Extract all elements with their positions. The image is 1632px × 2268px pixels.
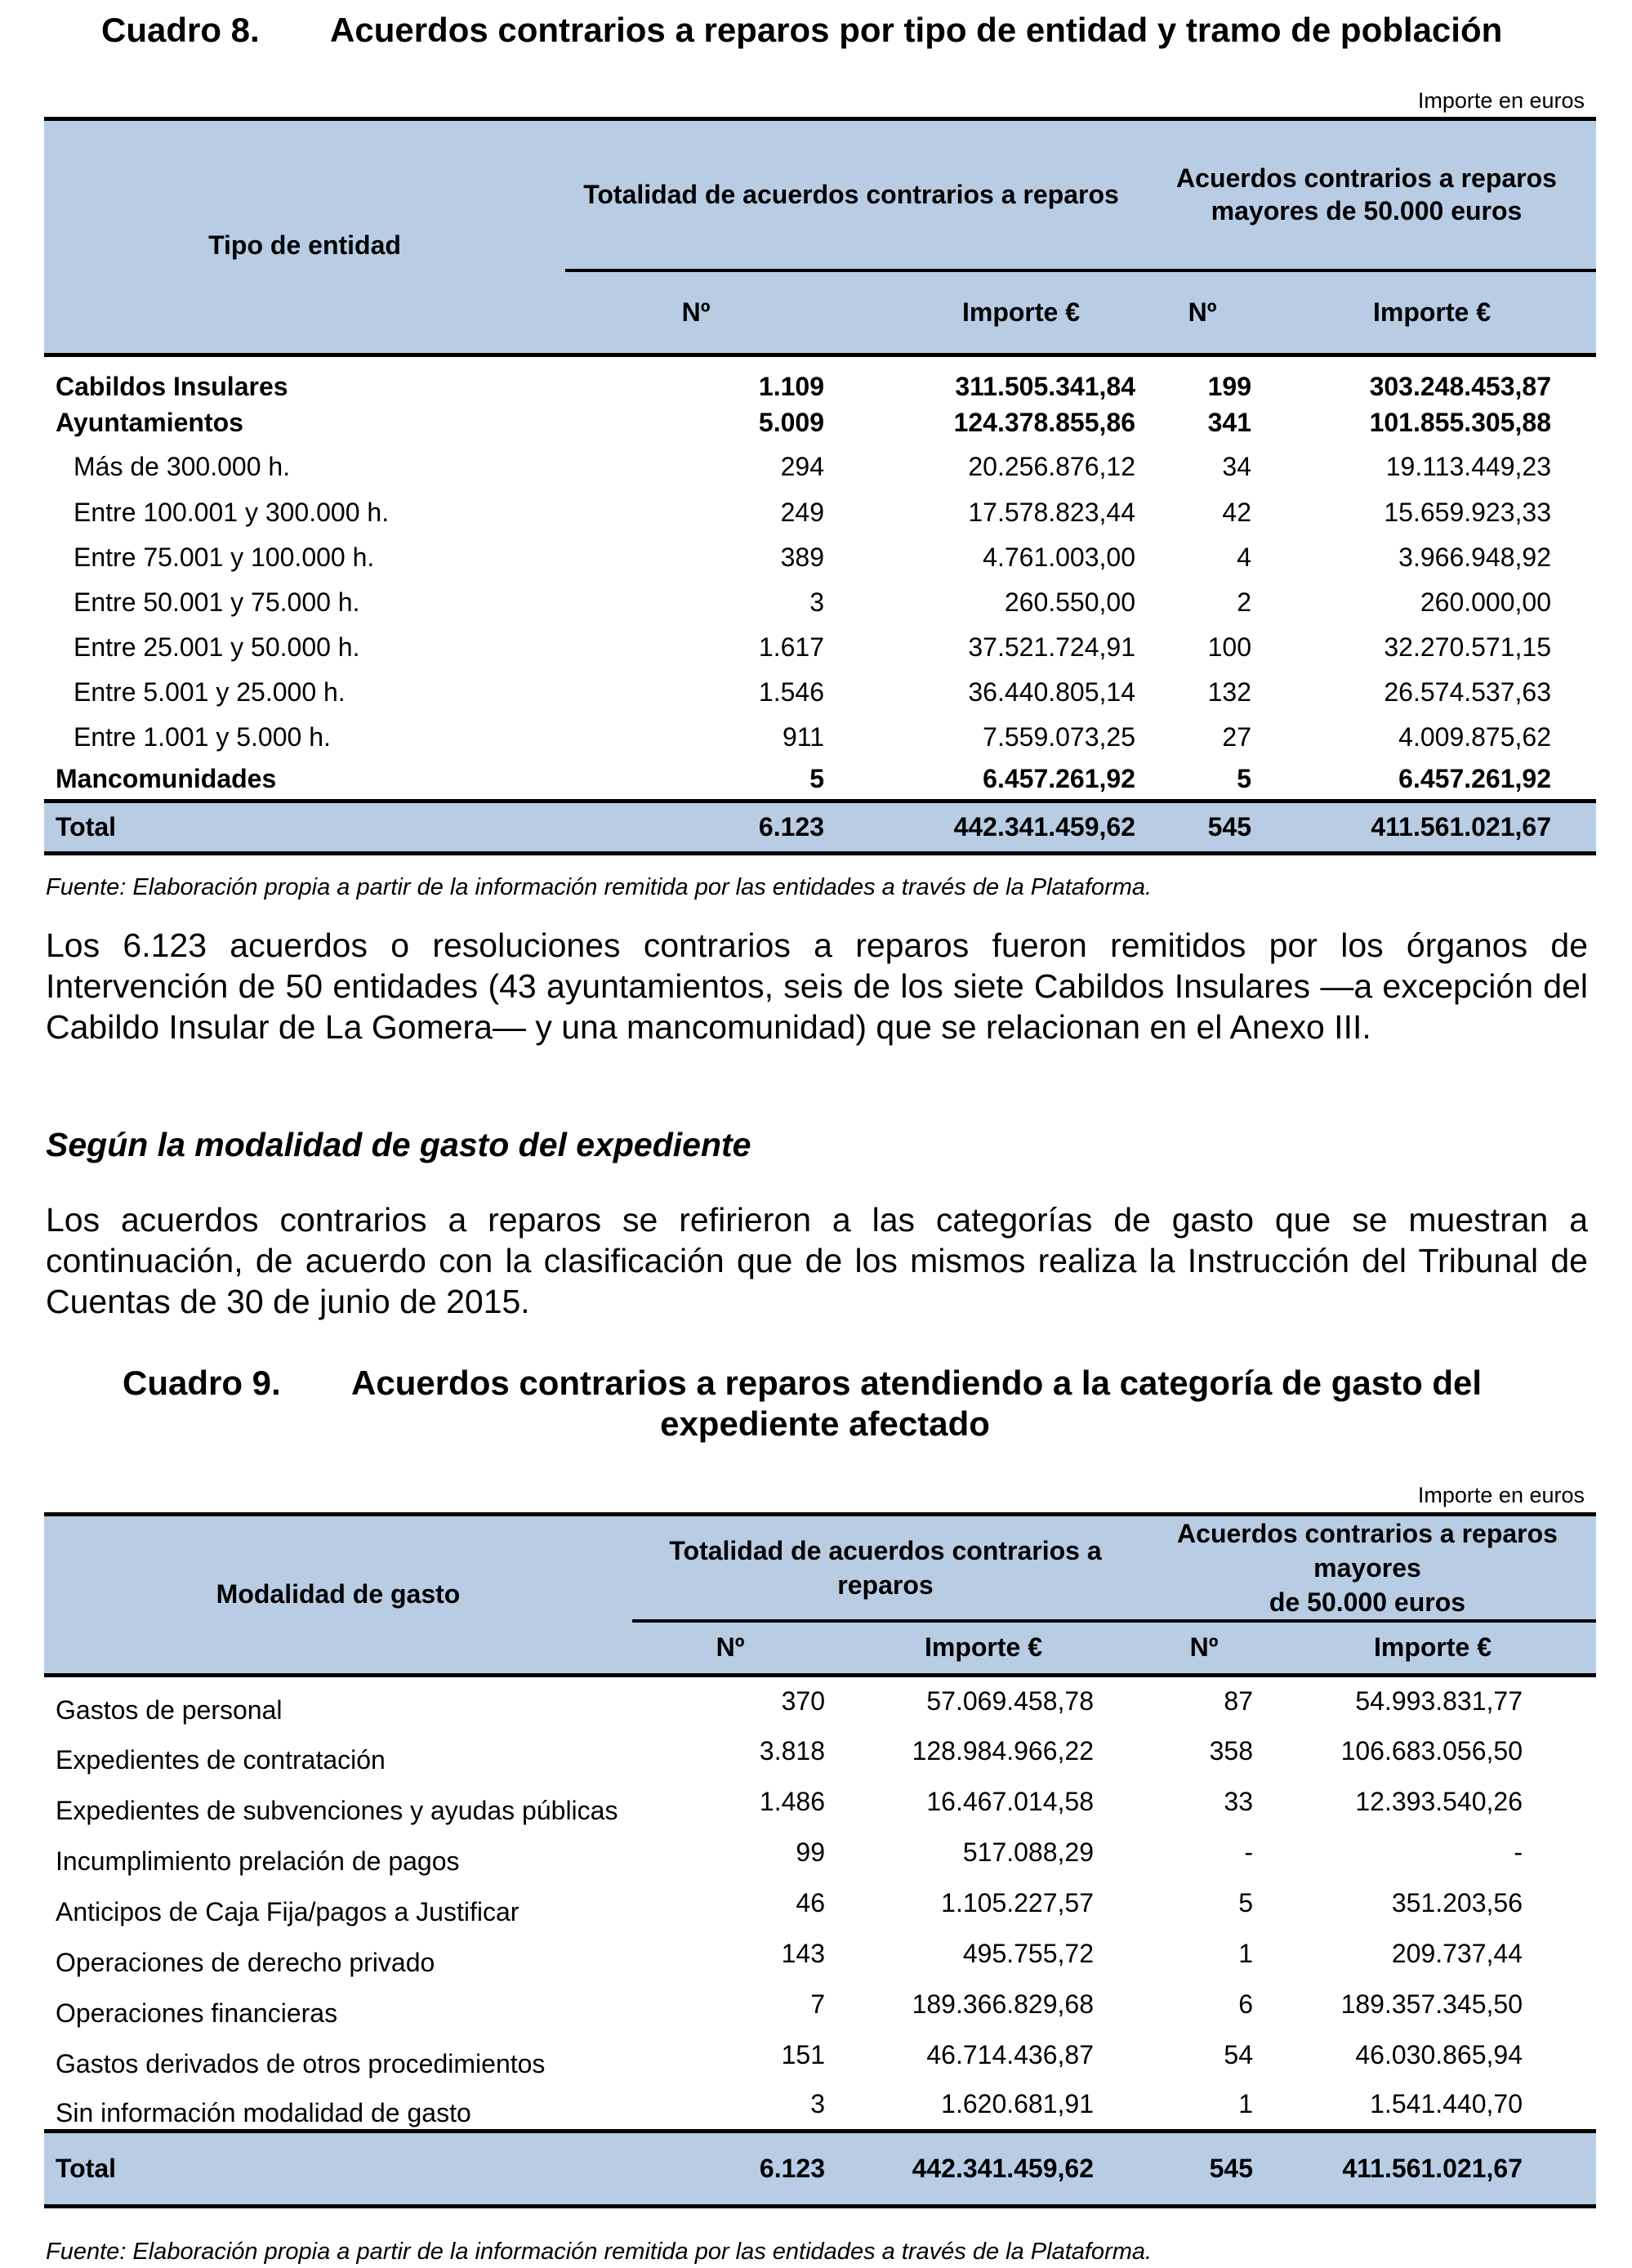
table-row [44,670,1596,715]
cell-label: Expedientes de contratación [56,1744,386,1775]
table-row [44,2029,1596,2080]
cell-label: Operaciones financieras [56,1998,338,2028]
table-row [44,355,1596,403]
cell-imp2: 189.357.345,50 [1340,1989,1523,2019]
cuadro-8-heading: Acuerdos contrarios a reparos por tipo de entidad y tramo de población [330,11,1503,49]
cell-n1: 911 [782,722,824,752]
cell-n2: 34 [1222,451,1251,481]
cell-imp2: 26.574.537,63 [1384,677,1551,707]
total-label: Total [44,801,565,853]
cell-imp2: 260.000,00 [1420,587,1551,617]
cell-imp2: 351.203,56 [1391,1887,1523,1918]
col-header-totalidad-9 [632,1515,1139,1622]
cuadro-9-table [44,1512,1596,2208]
cell-n1: 294 [780,451,824,481]
cell-n2: 87 [1224,1685,1253,1716]
table-row [44,1979,1596,2029]
total-label-9: Total [44,2131,632,2206]
table-row [44,1827,1596,1877]
cell-n2: - [1244,1837,1253,1867]
table-row [44,1776,1596,1827]
cell-imp2: 4.009.875,62 [1398,722,1551,752]
col-header-modalidad: Modalidad de gasto [216,1579,461,1609]
table-row [44,1726,1596,1776]
cell-label: Anticipos de Caja Fija/pagos a Justificar [56,1896,519,1926]
cuadro-8-label: Cuadro 8. [101,11,260,49]
total-importe2: 411.561.021,67 [1268,801,1596,853]
table-row [44,760,1596,801]
cell-n2: 27 [1222,722,1251,752]
cell-label: Expedientes de subvenciones y ayudas públicas [56,1795,618,1825]
table-row [44,715,1596,760]
cell-label: Gastos de personal [56,1694,283,1725]
cell-n1: 3 [810,2089,825,2119]
total-importe2-9: 411.561.021,67 [1269,2131,1596,2206]
table-row [44,443,1596,490]
cell-imp1: 46.714.436,87 [926,2039,1094,2069]
cell-n2: 42 [1222,498,1251,527]
cell-label: Entre 75.001 y 100.000 h. [74,542,375,572]
section-subheading: Según la modalidad de gasto del expediente [46,1126,751,1163]
cell-imp2: 19.113.449,23 [1385,451,1551,481]
cell-imp2: 6.457.261,92 [1398,764,1551,794]
col-header-mayores-9-line1: Acuerdos contrarios a reparos mayores [1177,1519,1558,1583]
col-header-n1: Nº [681,297,711,327]
cell-n1: 5.009 [758,407,824,437]
paragraph-2: Los acuerdos contrarios a reparos se refirieron a las categorías de gasto que se muestran a continuación, de acuerdo con la clasificación que de los mismos realiza la Instrucción del Tribunal de Cuentas de 30 de junio de 2015. [46,1201,1588,1320]
cell-label: Entre 1.001 y 5.000 h. [74,722,331,752]
col-header-totalidad-9-line1: Totalidad de acuerdos contrarios a [669,1536,1102,1565]
table-row [44,402,1596,443]
cell-imp1: 20.256.876,12 [968,451,1135,481]
cell-imp1: 128.984.966,22 [912,1735,1094,1766]
table-row [44,1928,1596,1979]
cell-imp2: - [1514,1837,1523,1867]
cell-imp1: 6.457.261,92 [983,764,1135,794]
cell-imp2: 1.541.440,70 [1370,2089,1523,2119]
cell-imp1: 4.761.003,00 [983,542,1135,572]
cell-n2: 5 [1238,1887,1253,1918]
cell-n2: 1 [1238,2089,1253,2119]
cell-n2: 54 [1224,2039,1253,2069]
cell-n2: 4 [1237,542,1251,572]
cell-imp1: 124.378.855,86 [953,407,1135,437]
cell-imp1: 57.069.458,78 [926,1685,1094,1716]
cell-imp1: 7.559.073,25 [983,722,1135,752]
col-header-importe2: Importe € [1372,297,1492,327]
cell-n2: 5 [1237,764,1251,794]
cell-imp1: 16.467.014,58 [926,1786,1094,1816]
cuadro-9-source: Fuente: Elaboración propia a partir de la información remitida por las entidades a través de la Plataforma. [46,2239,1153,2265]
cell-label: Entre 50.001 y 75.000 h. [74,587,360,617]
cell-n1: 1.486 [759,1786,825,1816]
col-header-n2: Nº [1188,297,1217,327]
cell-imp1: 311.505.341,84 [955,372,1135,401]
cell-label: Gastos derivados de otros procedimientos [56,2048,546,2078]
cell-imp1: 189.366.829,68 [912,1989,1094,2019]
table-row [44,1675,1596,1726]
cell-imp2: 32.270.571,15 [1384,632,1551,662]
cell-n1: 389 [780,542,824,572]
cell-imp2: 54.993.831,77 [1355,1685,1523,1716]
cell-label: Más de 300.000 h. [74,451,291,481]
table-row [44,625,1596,670]
cell-imp1: 260.550,00 [1004,587,1135,617]
cell-n1: 1.109 [758,372,824,401]
cell-imp2: 46.030.865,94 [1355,2039,1523,2069]
col-header-importe2-9: Importe € [1373,1632,1492,1663]
cell-n2: 341 [1207,407,1251,437]
cuadro-9-title [123,1363,1527,1444]
total-n1-9: 6.123 [632,2131,828,2206]
cell-imp1: 495.755,72 [962,1938,1094,1968]
cell-n1: 3 [809,587,824,617]
total-importe1-9: 442.341.459,62 [828,2131,1139,2206]
cuadro-8-table [44,117,1596,855]
cuadro-9-label: Cuadro 9. [123,1364,281,1402]
cell-label: Mancomunidades [56,764,277,794]
col-header-n2-9: Nº [1189,1632,1219,1663]
cell-n1: 1.617 [758,632,824,662]
total-importe1: 442.341.459,62 [827,801,1137,853]
total-n2: 545 [1137,801,1268,853]
col-header-mayores-line1: Acuerdos contrarios a reparos [1176,163,1557,194]
cell-imp1: 1.620.681,91 [941,2089,1094,2119]
cell-imp2: 15.659.923,33 [1384,498,1551,527]
paragraph-1: Los 6.123 acuerdos o resoluciones contrarios a reparos fueron remitidos por los órganos de Intervención de 50 entidades (43 ayuntamientos, seis de los siete Cabildos Insulares —a excepción del Cabildo Insular de La Gomera— y una mancomunidad) que se relacionan en el Anexo III. [46,926,1588,1046]
cell-label: Entre 25.001 y 50.000 h. [74,632,360,662]
cuadro-8-unit-note: Importe en euros [1417,88,1585,113]
cell-n1: 7 [810,1989,825,2019]
total-n1: 6.123 [565,801,827,853]
cell-imp2: 101.855.305,88 [1369,407,1551,437]
cell-label: Operaciones de derecho privado [56,1947,435,1977]
cell-imp2: 303.248.453,87 [1369,372,1551,401]
table-row [44,490,1596,535]
cell-label: Sin información modalidad de gasto [56,2098,471,2128]
cell-n1: 99 [796,1837,825,1867]
col-header-totalidad: Totalidad de acuerdos contrarios a reparos [565,119,1137,270]
cell-n2: 358 [1209,1735,1253,1766]
col-header-mayores-9-line2: de 50.000 euros [1269,1587,1466,1617]
col-header-mayores [1137,119,1596,270]
cell-n2: 33 [1224,1786,1253,1816]
cell-n2: 100 [1207,632,1251,662]
table-row [44,1877,1596,1928]
col-header-tipo-entidad: Tipo de entidad [208,230,401,260]
cuadro-8-title [101,10,1572,51]
cell-n1: 249 [780,498,824,527]
col-header-mayores-line2: mayores de 50.000 euros [1211,196,1523,226]
cell-n1: 46 [796,1887,825,1918]
cell-n1: 5 [809,764,824,794]
cell-n1: 370 [781,1685,825,1716]
cuadro-9-heading-line2: expediente afectado [660,1404,990,1443]
cell-imp1: 36.440.805,14 [968,677,1135,707]
cell-n2: 132 [1207,677,1251,707]
cell-n1: 151 [781,2039,825,2069]
cell-imp2: 106.683.056,50 [1340,1735,1523,1766]
cell-imp2: 3.966.948,92 [1398,542,1551,572]
cell-label: Incumplimiento prelación de pagos [56,1846,460,1876]
col-header-totalidad-9-line2: reparos [837,1570,934,1600]
cell-imp1: 37.521.724,91 [968,632,1135,662]
table-row [44,535,1596,580]
cuadro-9-unit-note: Importe en euros [1417,1483,1585,1507]
cell-imp1: 1.105.227,57 [941,1887,1094,1918]
cell-label: Cabildos Insulares [56,372,288,401]
col-header-mayores-9 [1139,1515,1596,1622]
cuadro-9-heading-line1: Acuerdos contrarios a reparos atendiendo a la categoría de gasto del [351,1364,1483,1402]
cell-n2: 6 [1238,1989,1253,2019]
cell-n1: 143 [781,1938,825,1968]
cell-n1: 1.546 [758,677,824,707]
total-n2-9: 545 [1139,2131,1269,2206]
cell-imp2: 12.393.540,26 [1355,1786,1523,1816]
table-row [44,2080,1596,2131]
cell-n2: 2 [1237,587,1251,617]
cell-imp2: 209.737,44 [1391,1938,1523,1968]
col-header-importe1: Importe € [961,297,1080,327]
cell-imp1: 17.578.823,44 [968,498,1135,527]
cell-n1: 3.818 [759,1735,825,1766]
cell-imp1: 517.088,29 [962,1837,1094,1867]
col-header-n1-9: Nº [716,1632,745,1663]
cell-label: Ayuntamientos [56,407,243,437]
cell-label: Entre 100.001 y 300.000 h. [74,498,390,527]
cell-n2: 199 [1207,372,1251,401]
cell-label: Entre 5.001 y 25.000 h. [74,677,346,707]
table-row [44,580,1596,625]
col-header-importe1-9: Importe € [924,1632,1043,1663]
cuadro-8-source: Fuente: Elaboración propia a partir de la información remitida por las entidades a través de la Plataforma. [46,874,1153,900]
cell-n2: 1 [1238,1938,1253,1968]
